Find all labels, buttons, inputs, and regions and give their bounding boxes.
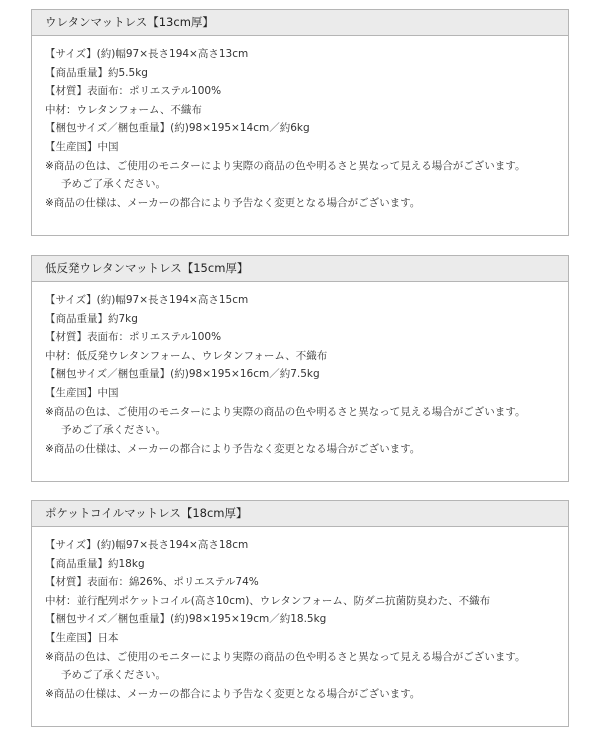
note-color: ※商品の色は、ご使用のモニターにより実際の商品の色や明るさと異なって見える場合がございます。 — [45, 159, 526, 172]
spec-box-title: ウレタンマットレス【13cm厚】 — [32, 10, 568, 36]
spec-size: 【サイズ】(約)幅97×長さ194×高さ18cm — [45, 539, 249, 551]
spec-material-cover: 【材質】表面布：綿26%、ポリエステル74% — [45, 576, 259, 589]
note-color-continued: 予めご了承ください。 — [61, 669, 166, 682]
note-spec-change: ※商品の仕様は、メーカーの都合により予告なく変更となる場合がございます。 — [45, 687, 421, 700]
note-color: ※商品の色は、ご使用のモニターにより実際の商品の色や明るさと異なって見える場合がございます。 — [45, 405, 526, 418]
spec-package: 【梱包サイズ／梱包重量】(約)98×195×19cm／約18.5kg — [45, 613, 327, 626]
spec-package: 【梱包サイズ／梱包重量】(約)98×195×16cm／約7.5kg — [45, 368, 320, 381]
spec-material-filling: 中材：低反発ウレタンフォーム、ウレタンフォーム、不織布 — [45, 349, 328, 362]
spec-origin: 【生産国】日本 — [45, 631, 119, 644]
spec-box-body — [32, 282, 568, 458]
spec-box-urethane-13cm — [31, 9, 569, 236]
spec-material-filling: 中材：並行配列ポケットコイル(高さ10cm)、ウレタンフォーム、防ダニ抗菌防臭わた、不織布 — [45, 594, 491, 607]
note-color: ※商品の色は、ご使用のモニターにより実際の商品の色や明るさと異なって見える場合がございます。 — [45, 650, 526, 663]
spec-material-cover: 【材質】表面布：ポリエステル100% — [45, 85, 222, 98]
spec-origin: 【生産国】中国 — [45, 386, 119, 399]
spec-box-body — [32, 527, 568, 703]
spec-box-title: ポケットコイルマットレス【18cm厚】 — [32, 501, 568, 527]
spec-box-title: 低反発ウレタンマットレス【15cm厚】 — [32, 256, 568, 282]
spec-size: 【サイズ】(約)幅97×長さ194×高さ15cm — [45, 294, 249, 306]
spec-box-low-rebound-15cm — [31, 255, 569, 482]
spec-size: 【サイズ】(約)幅97×長さ194×高さ13cm — [45, 48, 249, 60]
spec-weight: 【商品重量】約18kg — [45, 557, 145, 570]
note-spec-change: ※商品の仕様は、メーカーの都合により予告なく変更となる場合がございます。 — [45, 196, 421, 209]
spec-material-filling: 中材：ウレタンフォーム、不織布 — [45, 103, 202, 116]
spec-package: 【梱包サイズ／梱包重量】(約)98×195×14cm／約6kg — [45, 122, 310, 135]
spec-origin: 【生産国】中国 — [45, 140, 119, 153]
spec-weight: 【商品重量】約5.5kg — [45, 66, 148, 79]
spec-box-body — [32, 36, 568, 212]
spec-material-cover: 【材質】表面布：ポリエステル100% — [45, 331, 222, 344]
note-color-continued: 予めご了承ください。 — [61, 424, 166, 437]
note-spec-change: ※商品の仕様は、メーカーの都合により予告なく変更となる場合がございます。 — [45, 442, 421, 455]
spec-box-pocket-coil-18cm — [31, 500, 569, 727]
note-color-continued: 予めご了承ください。 — [61, 178, 166, 191]
spec-weight: 【商品重量】約7kg — [45, 312, 138, 325]
